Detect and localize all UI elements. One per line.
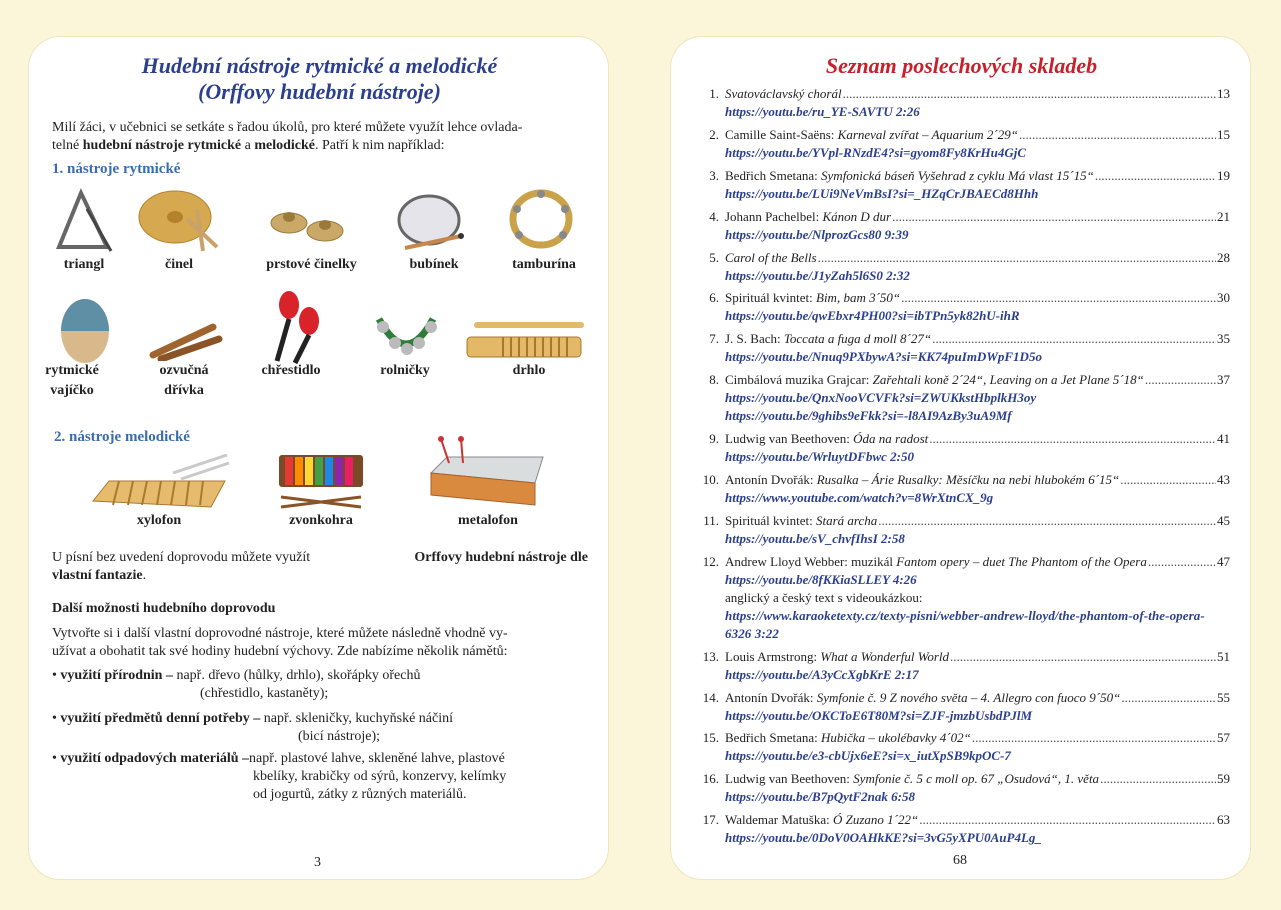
item-work: Rusalka – Árie Rusalky: Měsíčku na nebi hlubokém 6´15“: [816, 472, 1120, 488]
item-author: Camille Saint-Saëns:: [725, 126, 838, 142]
item-work: Bim, bam 3´50“: [816, 290, 901, 306]
intro-bold: melodické: [254, 138, 316, 153]
instrument-label-claves: [149, 361, 219, 401]
list-item: [695, 689, 1230, 725]
item-number: 9.: [709, 431, 719, 447]
item-work: Ó Zuzano 1´22“: [832, 812, 919, 828]
item-author: Andrew Lloyd Webber: muzikál: [725, 553, 897, 569]
cymbal-icon: [137, 187, 219, 257]
list-item: [695, 430, 1230, 466]
video-link[interactable]: https://youtu.be/J1yZah5l6S0 2:32: [725, 267, 910, 283]
list-item: [695, 249, 1230, 285]
leader-dots: [901, 289, 1216, 307]
item-work: Carol of the Bells: [725, 249, 817, 265]
item-work: Kánon D dur: [822, 208, 892, 224]
item-work: Fantom opery – duet The Phantom of the Opera: [896, 553, 1147, 569]
item-page: 21: [1217, 208, 1230, 224]
bullet-label: využití přírodnin –: [60, 668, 173, 683]
leader-dots: [1095, 167, 1216, 185]
orff-line-1: [52, 549, 588, 567]
label-line: dřívka: [164, 383, 204, 398]
item-work: Symfonie č. 9 Z nového světa – 4. Allegro con fuoco 9´50“: [816, 689, 1121, 705]
left-page: [28, 36, 609, 880]
item-number: 5.: [709, 249, 719, 265]
item-title: [725, 811, 918, 829]
item-page: 57: [1217, 730, 1230, 746]
item-author: Antonín Dvořák:: [725, 472, 817, 488]
item-page: 51: [1217, 648, 1230, 664]
item-number: 13.: [702, 648, 719, 664]
claves-icon: [147, 321, 223, 361]
list-item: [695, 512, 1230, 548]
lyrics-link[interactable]: https://www.karaoketexty.cz/texty-pisni/webber-andrew-lloyd/the-phantom-of-the-opera-6326 3:22: [725, 607, 1205, 641]
bullet-text: kbelíky, krabičky od sýrů, konzervy, kelímky: [253, 769, 507, 784]
list-item-row: [695, 330, 1230, 348]
label-line: rytmické: [45, 363, 99, 378]
instrument-label-finger-cymbals: prstové činelky: [266, 257, 357, 272]
list-item-row: [695, 729, 1230, 747]
bullet-label: využití předmětů denní potřeby –: [60, 711, 261, 726]
xylophone-icon: [89, 451, 231, 517]
item-author: Louis Armstrong:: [725, 648, 821, 664]
list-item-row: [695, 249, 1230, 267]
item-title: [725, 126, 1018, 144]
item-author: Ludwig van Beethoven:: [725, 771, 854, 787]
item-number: 7.: [709, 331, 719, 347]
bullet-text: např. dřevo (hůlky, drhlo), skořápky ořechů: [172, 668, 421, 683]
list-item: [695, 289, 1230, 325]
label-line: ozvučná: [159, 363, 209, 378]
more-options-paragraph: [52, 625, 588, 661]
item-title: [725, 371, 1144, 389]
video-link[interactable]: https://youtu.be/e3-cbUjx6eE?si=x_iutXpSB9kpOC-7: [725, 748, 1011, 764]
orff-paragraph: [52, 549, 588, 585]
item-work: What a Wonderful World: [820, 648, 950, 664]
item-page: 59: [1217, 771, 1230, 787]
item-author: J. S. Bach:: [725, 331, 784, 347]
triangle-icon: [51, 187, 113, 253]
list-item-row: [695, 512, 1230, 530]
orff-bold: Orffovy hudební nástroje dle: [414, 550, 588, 565]
instrument-label-maracas: chřestidlo: [261, 363, 321, 378]
list-item-row: [695, 167, 1230, 185]
more-line-2: užívat a obohatit tak své hodiny hudební výchovy. Zde nabízíme několik námětů:: [52, 644, 508, 659]
instrument-label-xylophone: xylofon: [136, 513, 182, 528]
listening-list: [695, 85, 1230, 852]
instrument-label-metallophone: metalofon: [458, 513, 518, 528]
list-item: [695, 85, 1230, 121]
item-title: [725, 289, 900, 307]
bullet-text: např. skleničky, kuchyňské náčiní: [260, 711, 454, 726]
intro-line-1: Milí žáci, v učebnici se setkáte s řadou úkolů, pro které můžete využít lehce ovlada-: [52, 120, 523, 135]
item-page: 55: [1217, 689, 1230, 705]
intro-paragraph: [52, 119, 588, 155]
list-item: [695, 648, 1230, 684]
leader-dots: [1019, 126, 1216, 144]
leader-dots: [972, 729, 1216, 747]
item-number: 1.: [709, 86, 719, 101]
list-item-row: [695, 471, 1230, 489]
item-work: Symfonie č. 5 c moll op. 67 „Osudová“, 1. věta: [853, 771, 1100, 787]
list-item-row: [695, 371, 1230, 389]
guiro-icon: [463, 317, 585, 363]
list-item-row: [695, 126, 1230, 144]
item-page: 63: [1217, 812, 1230, 828]
maracas-icon: [267, 289, 329, 365]
orff-text: .: [142, 568, 147, 583]
item-work: Symfonická báseň Vyšehrad z cyklu Má vlast 15´15“: [821, 167, 1094, 183]
item-title: [725, 471, 1119, 489]
item-number: 14.: [702, 689, 719, 705]
video-link[interactable]: https://youtu.be/B7pQytF2nak 6:58: [725, 789, 915, 805]
leader-dots: [843, 85, 1216, 103]
leader-dots: [1120, 471, 1216, 489]
instrument-label-drum: bubínek: [409, 257, 459, 272]
leader-dots: [1145, 371, 1216, 389]
bullet-natural-materials: • využití přírodnin – např. dřevo (hůlky, drhlo), skořápky ořechů (chřestidlo, kastaněty);: [52, 667, 588, 703]
item-number: 6.: [709, 290, 719, 306]
intro-line-2: [52, 137, 588, 155]
item-title: [725, 430, 928, 448]
item-work: Svatováclavský chorál: [725, 86, 842, 101]
item-number: 17.: [702, 812, 719, 828]
metallophone-icon: [427, 435, 547, 511]
more-line-1: Vytvořte si i další vlastní doprovodné nástroje, které můžete následně vhodně vy-: [52, 626, 508, 641]
video-link[interactable]: https://youtu.be/OKCToE6T80M?si=ZJF-jmzbUsbdPJlM: [725, 707, 1033, 723]
list-item-row: [695, 648, 1230, 666]
instrument-label-triangle: triangl: [63, 257, 105, 272]
video-link[interactable]: https://youtu.be/8fKKiaSLLEY 4:26: [725, 571, 917, 587]
video-link[interactable]: https://youtu.be/sV_chvfIhsI 2:58: [725, 530, 905, 546]
item-page: 28: [1217, 249, 1230, 265]
glockenspiel-icon: [275, 451, 367, 513]
item-author: Antonín Dvořák:: [725, 689, 817, 705]
instrument-label-sleigh-bells: rolničky: [380, 363, 430, 378]
item-page: 43: [1217, 472, 1230, 488]
finger-cymbals-icon: [267, 197, 349, 249]
item-number: 10.: [702, 472, 719, 488]
item-author: Ludwig van Beethoven:: [725, 431, 854, 447]
item-page: 13: [1217, 86, 1230, 101]
item-title: [725, 553, 1147, 571]
list-item: [695, 330, 1230, 366]
item-title: [725, 648, 949, 666]
video-link[interactable]: https://www.youtube.com/watch?v=8WrXtnCX_9g: [725, 490, 994, 506]
title-line-1: Hudební nástroje rytmické a melodické: [141, 53, 498, 78]
item-page: 37: [1217, 372, 1230, 388]
bullet-text: (chřestidlo, kastaněty);: [200, 686, 329, 701]
item-number: 15.: [702, 730, 719, 746]
list-item: [695, 471, 1230, 507]
item-title: [725, 85, 842, 103]
leader-dots: [1121, 689, 1216, 707]
video-link[interactable]: https://youtu.be/Nnuq9PXbywA?si=KK74puImDWpF1D5o: [725, 349, 1042, 365]
bullet-text: např. plastové lahve, skleněné lahve, plastové: [249, 751, 505, 766]
bullet-text: (bicí nástroje);: [298, 729, 381, 744]
label-line: vajíčko: [50, 383, 94, 398]
drum-icon: [395, 192, 467, 262]
list-item: [695, 208, 1230, 244]
item-work: Zařehtali koně 2´24“, Leaving on a Jet Plane 5´18“: [872, 372, 1144, 388]
tambourine-icon: [509, 189, 575, 251]
item-number: 16.: [702, 771, 719, 787]
instrument-label-egg-shaker: [41, 361, 103, 401]
bullet-label: využití odpadových materiálů –: [60, 751, 250, 766]
list-item: [695, 729, 1230, 765]
title-line-2: (Orffovy hudební nástroje): [198, 79, 441, 104]
item-author: Bedřich Smetana:: [725, 167, 822, 183]
item-author: Waldemar Matuška:: [725, 812, 833, 828]
list-item: [695, 167, 1230, 203]
leader-dots: [929, 430, 1216, 448]
item-title: [725, 167, 1094, 185]
intro-text: a: [241, 138, 255, 153]
egg-shaker-icon: [57, 297, 113, 365]
orff-bold: vlastní fantazie: [52, 568, 143, 583]
item-author: Johann Pachelbel:: [725, 208, 823, 224]
leader-dots: [892, 208, 1216, 226]
item-work: Óda na radost: [853, 431, 929, 447]
orff-line-2: [52, 567, 588, 585]
instrument-label-cymbal: činel: [165, 257, 193, 272]
instrument-label-glockenspiel: zvonkohra: [289, 513, 353, 528]
item-title: [725, 770, 1099, 788]
video-link[interactable]: https://youtu.be/YVpl-RNzdE4?si=gyom8Fy8KrHu4GjC: [725, 144, 1027, 160]
list-item: [695, 770, 1230, 806]
item-author: Spirituál kvintet:: [725, 512, 816, 528]
item-work: Stará archa: [816, 512, 878, 528]
bullet-text: od jogurtů, zátky z různých materiálů.: [253, 787, 467, 802]
right-page-title: Seznam poslechových skladeb: [825, 53, 1098, 78]
item-title: [725, 512, 877, 530]
video-link[interactable]: https://youtu.be/ru_YE-SAVTU 2:26: [725, 104, 920, 119]
item-number: 3.: [709, 167, 719, 183]
item-title: [725, 249, 817, 267]
item-author: Cimbálová muzika Grajcar:: [725, 372, 873, 388]
item-number: 2.: [709, 126, 719, 142]
instrument-label-guiro: drhlo: [512, 363, 546, 378]
leader-dots: [878, 512, 1216, 530]
leader-dots: [1148, 553, 1216, 571]
item-work: Hubička – ukolébavky 4´02“: [821, 730, 971, 746]
item-number: 4.: [709, 208, 719, 224]
intro-text: telné: [52, 138, 83, 153]
orff-text: U písní bez uvedení doprovodu můžete využít: [52, 550, 311, 565]
item-note: anglický a český text s videoukázkou:: [725, 589, 923, 605]
list-item: [695, 126, 1230, 162]
list-item: [695, 371, 1230, 425]
item-page: 41: [1217, 431, 1230, 447]
intro-text: . Patří k nim například:: [315, 138, 445, 153]
list-item-row: [695, 208, 1230, 226]
list-item-row: [695, 770, 1230, 788]
video-link[interactable]: https://youtu.be/WrluytDFbwc 2:50: [725, 449, 914, 465]
video-link[interactable]: https://youtu.be/LUi9NeVmBsI?si=_HZqCrJBAECd8Hhh: [725, 185, 1039, 201]
video-link[interactable]: https://youtu.be/A3yCcXgbKrE 2:17: [725, 666, 919, 682]
list-item-row: [695, 85, 1230, 103]
item-title: [725, 729, 971, 747]
section-melodic-heading: 2. nástroje melodické: [54, 429, 190, 445]
right-page: [670, 36, 1251, 880]
item-number: 8.: [709, 372, 719, 388]
leader-dots: [932, 330, 1216, 348]
leader-dots: [818, 249, 1216, 267]
list-item-row: [695, 689, 1230, 707]
item-title: [725, 689, 1120, 707]
video-link[interactable]: https://youtu.be/qwEbxr4PH00?si=ibTPn5yk82hU-ihR: [725, 308, 1020, 324]
list-item: [695, 811, 1230, 847]
leader-dots: [919, 811, 1216, 829]
leader-dots: [1100, 770, 1216, 788]
list-item-row: [695, 289, 1230, 307]
item-page: 19: [1217, 167, 1230, 183]
video-link[interactable]: https://youtu.be/QnxNooVCVFk?si=ZWUKkstHbplkH3oy: [725, 390, 1037, 406]
list-item-row: [695, 553, 1230, 571]
page-number: 3: [314, 855, 321, 870]
intro-bold: hudební nástroje rytmické: [82, 138, 242, 153]
item-work: Toccata a fuga d moll 8´27“: [783, 331, 932, 347]
item-page: 35: [1217, 331, 1230, 347]
video-link[interactable]: https://youtu.be/9ghibs9eFkk?si=-l8AI9AzBy3uA9Mf: [725, 408, 1012, 424]
item-page: 47: [1217, 553, 1230, 569]
list-item-row: [695, 430, 1230, 448]
more-options-heading: Další možnosti hudebního doprovodu: [52, 601, 276, 616]
left-page-title: [29, 53, 610, 105]
item-page: 45: [1217, 512, 1230, 528]
video-link[interactable]: https://youtu.be/NlprozGcs80 9:39: [725, 226, 909, 242]
item-author: Spirituál kvintet:: [725, 290, 816, 306]
bullet-everyday-objects: • využití předmětů denní potřeby – např. skleničky, kuchyňské náčiní (bicí nástroje);: [52, 710, 588, 746]
list-item-row: [695, 811, 1230, 829]
item-author: Bedřich Smetana:: [725, 730, 822, 746]
sleigh-bells-icon: [373, 309, 439, 361]
bullet-waste-materials: • využití odpadových materiálů – např. plastové lahve, skleněné lahve, plastové kbelíky, krabičky od sýrů, konzervy, kelímky od jogurtů, zátky z různých materiálů.: [52, 750, 588, 804]
page-number: 68: [953, 853, 967, 868]
item-number: 11.: [703, 512, 719, 528]
item-number: 12.: [702, 553, 719, 569]
section-rhythmic-heading: 1. nástroje rytmické: [52, 161, 181, 177]
item-page: 15: [1217, 126, 1230, 142]
leader-dots: [950, 648, 1216, 666]
instrument-label-tambourine: tamburína: [512, 257, 576, 272]
item-work: Karneval zvířat – Aquarium 2´29“: [837, 126, 1018, 142]
item-title: [725, 208, 891, 226]
item-title: [725, 330, 931, 348]
video-link[interactable]: https://youtu.be/0DoV0OAHkKE?si=3vG5yXPU0AuP4Lg_: [725, 830, 1042, 846]
item-page: 30: [1217, 290, 1230, 306]
list-item: [695, 553, 1230, 643]
